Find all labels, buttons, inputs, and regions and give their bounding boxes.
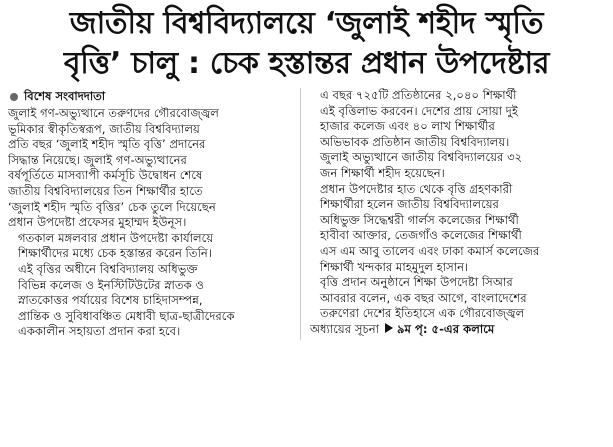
text-line: হাবীবা আক্তার, তেজগাঁও কলেজের শিক্ষার্থী: [320, 228, 522, 243]
text-line: ভূমিকার স্বীকৃতিস্বরূপ, জাতীয় বিশ্ববিদ্যালয়: [8, 121, 200, 136]
continuation-text: ৯ম পৃ: ৫-এর কলামে: [397, 321, 495, 336]
headline-line-1: জাতীয় বিশ্ববিদ্যালয়ে ‘জুলাই শহীদ স্মৃতি: [69, 6, 544, 41]
paragraph: [310, 150, 605, 181]
text-line: শিক্ষার্থীরা হলেন জাতীয় বিশ্ববিদ্যালয়ের: [320, 197, 499, 212]
text-line: অধিভুক্ত সিদ্ধেশ্বরী গার্লস কলেজের শিক্ষার্থী: [320, 212, 519, 227]
text-line: জুলাই গণ-অভ্যুত্থানে তরুণদের গৌরবোজ্জ্বল: [8, 106, 219, 120]
text-line: এ বছর ৭২৫টি প্রতিষ্ঠানের ২,০৪০ শিক্ষার্থী: [320, 88, 517, 102]
paragraph: [8, 106, 293, 231]
text-line: এই বৃত্তিলাভ করবেন। দেশের প্রায় সোয়া দুই: [320, 103, 518, 118]
text-line: এস এম আবু তালেব এবং ঢাকা কমার্স কলেজের: [320, 243, 540, 258]
headline-line-2: বৃত্তি’ চালু : চেক হস্তান্তর প্রধান উপদেষ্টার: [63, 46, 550, 81]
byline: [8, 88, 293, 105]
text-line: শিক্ষার্থীদের মধ্যে চেক হস্তান্তর করেন তিনি।: [18, 246, 212, 261]
text-line: সিদ্ধান্ত নিয়েছে। জুলাই গণ-অভ্যুত্থানের: [8, 152, 187, 167]
text-line: এই বৃত্তির অধীনে বিশ্ববিদ্যালয় অধিভুক্ত: [18, 261, 198, 276]
text-line: বিভিন্ন কলেজ ও ইনস্টিটিউটের স্নাতক ও: [18, 277, 204, 292]
paragraph-last: [310, 275, 605, 337]
byline-text: বিশেষ সংবাদদাতা: [24, 89, 106, 103]
article-body: [8, 88, 605, 340]
text-line: আবরার বলেন, এক বছর আগে, বাংলাদেশের: [320, 290, 527, 305]
left-column: [8, 88, 301, 340]
arrow-right-icon: [385, 323, 393, 333]
text-line: ‘জুলাই শহীদ স্মৃতি বৃত্তির’ চেক তুলে দিয়েছেন: [8, 199, 216, 214]
text-line: বৃত্তি প্রদান অনুষ্ঠানে শিক্ষা উপদেষ্টা সিআর: [320, 275, 513, 290]
text-line: শিক্ষার্থী খন্দকার মাহমুদুল হাসান।: [320, 259, 469, 274]
continuation-note: [379, 322, 494, 336]
text-line: প্রধান উপদেষ্টা প্রফেসর মুহাম্মদ ইউনূস।: [8, 215, 187, 230]
text-line: স্নাতকোত্তর পর্যায়ের বিশেষ চাহিদাসম্পন্ন,: [18, 293, 203, 308]
text-line: জুলাই অভ্যুত্থানে জাতীয় বিশ্ববিদ্যালয়ের ৩২: [320, 150, 523, 165]
paragraph: [310, 182, 605, 276]
text-line: অধ্যায়ের সূচনা: [310, 321, 380, 336]
text-line: প্রতি বছর ‘জুলাই শহীদ স্মৃতি বৃত্তি’ প্রদানের: [8, 137, 206, 152]
text-line: তরুণেরা দেশের ইতিহাসে এক গৌরবোজ্জ্বল: [320, 306, 525, 321]
text-line: বর্ষপূর্তিতে মাসব্যাপী কর্মসূচি উদ্বোধন শেষে: [8, 168, 203, 183]
text-line: জন শিক্ষার্থী শহীদ হয়েছেন।: [320, 165, 445, 180]
headline: [8, 4, 605, 84]
text-line: জাতীয় বিশ্ববিদ্যালয়ের তিন শিক্ষার্থীর হাতে: [8, 183, 203, 198]
paragraph: [310, 88, 605, 150]
paragraph: [8, 231, 293, 262]
bullet-icon: [10, 93, 18, 101]
right-column: [301, 88, 605, 340]
text-line: এককালীন সহায়তা প্রদান করা হবে।: [18, 324, 181, 339]
text-line: গতকাল মঙ্গলবার প্রধান উপদেষ্টা কার্যালয়ে: [18, 230, 214, 245]
paragraph: [8, 262, 293, 340]
text-line: অভিভাবক প্রতিষ্ঠান জাতীয় বিশ্ববিদ্যালয়।: [320, 134, 510, 149]
text-line: প্রান্তিক ও সুবিধাবঞ্চিত মেধাবী ছাত্র-ছাত্রীদেরকে: [18, 308, 235, 323]
text-line: হাজার কলেজ এবং ৪০ লাখ শিক্ষার্থীর: [320, 119, 495, 134]
text-line: প্রধান উপদেষ্টার হাত থেকে বৃত্তি গ্রহণকারী: [320, 181, 513, 196]
